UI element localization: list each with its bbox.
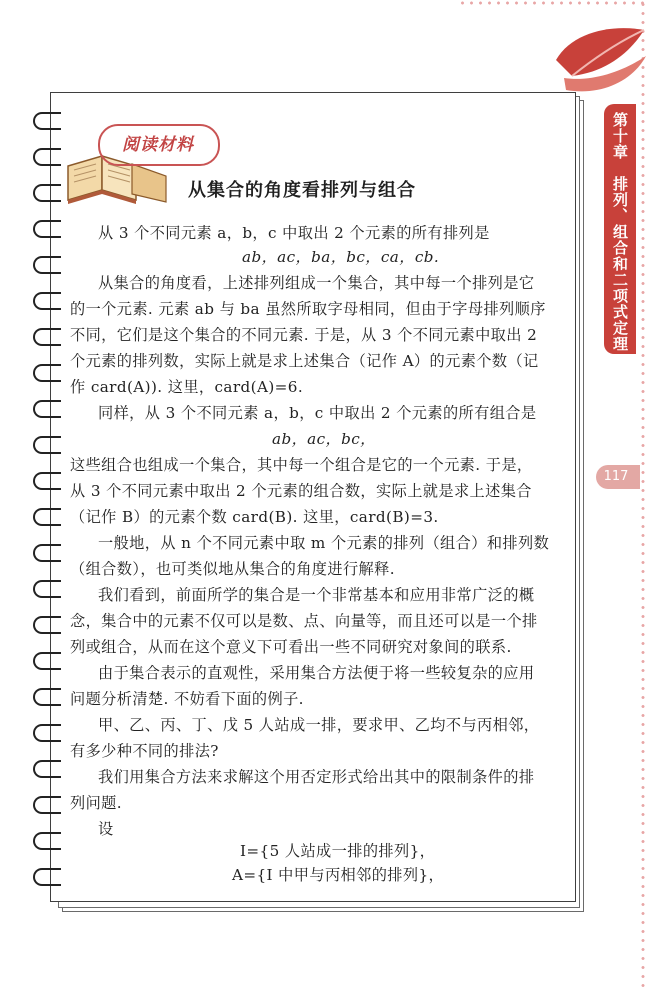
text-line: 甲、乙、丙、丁、戊 5 人站成一排，要求甲、乙均不与丙相邻， xyxy=(98,716,540,734)
coil-ring xyxy=(33,688,61,706)
chapter-title: 第十章 排列、组合和二项式定理 xyxy=(611,112,629,352)
text-line: 我们看到，前面所学的集合是一个非常基本和应用非常广泛的概 xyxy=(98,586,535,604)
text-line: 念，集合中的元素不仅可以是数、点、向量等，而且还可以是一个排 xyxy=(70,612,538,630)
text-line: I={5 人站成一排的排列}， xyxy=(240,842,436,860)
coil-ring xyxy=(33,652,61,670)
dotted-top-border xyxy=(458,0,648,6)
coil-ring xyxy=(33,292,61,310)
text-line: 列或组合，从而在这个意义下可看出一些不同研究对象间的联系. xyxy=(70,638,512,656)
text-line: （记作 B）的元素个数 card(B). 这里，card(B)=3. xyxy=(70,508,439,526)
text-line: 一般地，从 n 个不同元素中取 m 个元素的排列（组合）和排列数 xyxy=(98,534,550,552)
coil-ring xyxy=(33,364,61,382)
coil-ring xyxy=(33,112,61,130)
text-line: A={I 中甲与丙相邻的排列}， xyxy=(232,866,445,884)
coil-ring xyxy=(33,400,61,418)
coil-ring xyxy=(33,472,61,490)
text-line: 从 3 个不同元素 a，b，c 中取出 2 个元素的所有排列是 xyxy=(98,224,490,242)
coil-ring xyxy=(33,868,61,886)
coil-ring xyxy=(33,328,61,346)
leaf-decoration-icon xyxy=(552,20,650,100)
text-line: 问题分析清楚. 不妨看下面的例子. xyxy=(70,690,304,708)
text-line: 作 card(A)). 这里，card(A)=6. xyxy=(70,378,304,396)
text-line: 由于集合表示的直观性，采用集合方法便于将一些较复杂的应用 xyxy=(98,664,535,682)
coil-ring xyxy=(33,148,61,166)
coil-ring xyxy=(33,256,61,274)
coil-ring xyxy=(33,724,61,742)
coil-ring xyxy=(33,796,61,814)
coil-ring xyxy=(33,616,61,634)
coil-ring xyxy=(33,832,61,850)
page-title: 从集合的角度看排列与组合 xyxy=(188,180,416,201)
badge-label: 阅读材料 xyxy=(122,135,194,155)
text-line: 列问题. xyxy=(70,794,122,812)
coil-ring xyxy=(33,508,61,526)
text-line: 从 3 个不同元素中取出 2 个元素的组合数，实际上就是求上述集合 xyxy=(70,482,532,500)
text-line: （组合数），也可类似地从集合的角度进行解释. xyxy=(70,560,395,578)
text-line: 我们用集合方法来求解这个用否定形式给出其中的限制条件的排 xyxy=(98,768,535,786)
coil-ring xyxy=(33,436,61,454)
text-line: ab，ac，bc， xyxy=(272,430,376,448)
text-line: 有多少种不同的排法? xyxy=(70,742,219,760)
coil-ring xyxy=(33,220,61,238)
text-line: 不同，它们是这个集合的不同元素. 于是，从 3 个不同元素中取出 2 xyxy=(70,326,538,344)
coil-ring xyxy=(33,580,61,598)
text-line: 同样，从 3 个不同元素 a，b，c 中取出 2 个元素的所有组合是 xyxy=(98,404,537,422)
dotted-margin-border xyxy=(640,0,646,989)
text-line: 的一个元素. 元素 ab 与 ba 虽然所取字母相同，但由于字母排列顺序 xyxy=(70,300,546,318)
coil-ring xyxy=(33,184,61,202)
text-line: 设 xyxy=(98,820,114,838)
text-line: 从集合的角度看，上述排列组成一个集合，其中每一个排列是它 xyxy=(98,274,535,292)
text-line: ab，ac，ba，bc，ca，cb. xyxy=(242,248,440,266)
coil-ring xyxy=(33,760,61,778)
page-number: 117 xyxy=(603,469,629,484)
text-line: 个元素的排列数，实际上就是求上述集合（记作 A）的元素个数（记 xyxy=(70,352,539,370)
text-line: 这些组合也组成一个集合，其中每一个组合是它的一个元素. 于是， xyxy=(70,456,533,474)
coil-ring xyxy=(33,544,61,562)
